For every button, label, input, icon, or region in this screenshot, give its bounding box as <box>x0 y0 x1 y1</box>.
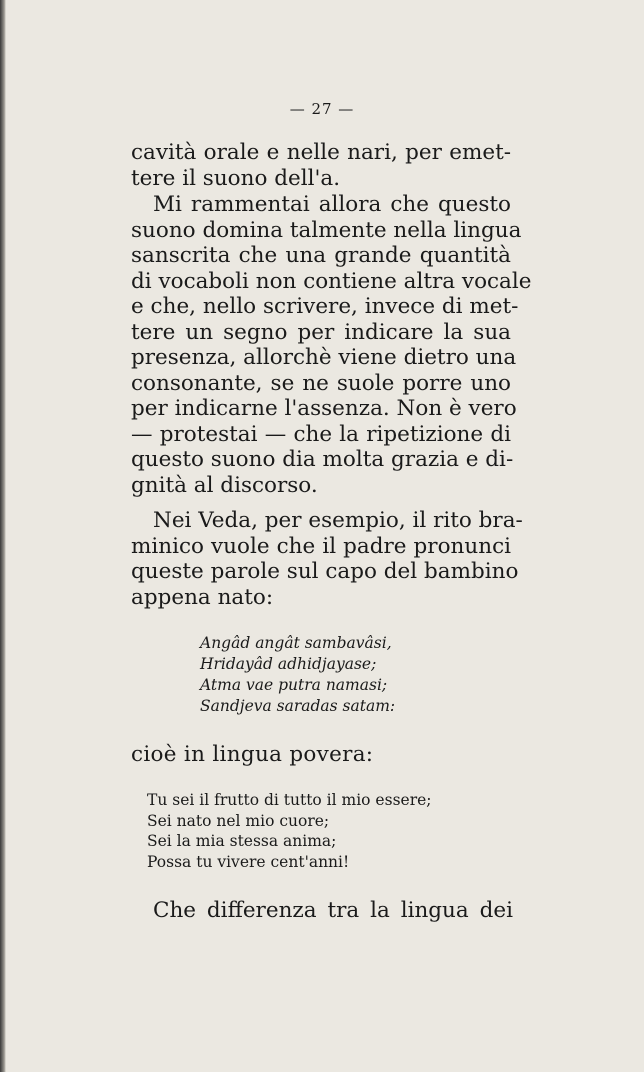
text-line: tere il suono dell'a. <box>131 165 341 191</box>
final-text-line: Che differenza tra la lingua dei <box>153 898 513 923</box>
text-line: minico vuole che il padre pronunci <box>131 533 511 559</box>
text-line: cavità orale e nelle nari, per emet- <box>131 140 511 165</box>
text-line: gnità al discorso. <box>131 472 318 498</box>
verse-line: Hridayâd adhidjayase; <box>200 655 377 673</box>
text-line: queste parole sul capo del bambino <box>131 559 519 584</box>
verse-line: Sei la mia stessa anima; <box>147 832 337 850</box>
italian-verse <box>147 790 507 872</box>
text-line: Nei Veda, per esempio, il rito bra- <box>153 508 523 533</box>
verse-line: Sandjeva saradas satam: <box>200 697 396 715</box>
text-line: e che, nello scrivere, invece di met- <box>131 294 519 319</box>
verse-line: Atma vae putra namasi; <box>200 676 388 694</box>
paragraph-3 <box>131 508 523 610</box>
text-line: — protestai — che la ripetizione di <box>131 421 511 447</box>
page-number: — 27 — <box>289 100 355 118</box>
paragraph-2 <box>131 192 532 498</box>
text-line: tere un segno per indicare la sua <box>131 319 511 345</box>
verse-line: Possa tu vivere cent'anni! <box>147 852 350 871</box>
text-line: per indicarne l'assenza. Non è vero <box>131 396 517 421</box>
text-line: sanscrita che una grande quantità <box>131 243 511 268</box>
verse-line: Angâd angât sambavâsi, <box>200 634 392 652</box>
text-line: questo suono dia molta grazia e di- <box>131 447 514 472</box>
paragraph-1 <box>131 140 511 191</box>
text-line: appena nato: <box>131 584 274 610</box>
transition-line: cioè in lingua povera: <box>131 742 374 767</box>
sanskrit-verse <box>200 633 460 717</box>
verse-line: Tu sei il frutto di tutto il mio essere; <box>147 791 432 809</box>
text-line: di vocaboli non contiene altra vocale <box>131 268 532 294</box>
text-line: Mi rammentai allora che questo <box>153 192 511 217</box>
verse-line: Sei nato nel mio cuore; <box>147 811 330 830</box>
text-line: presenza, allorchè viene dietro una <box>131 345 517 370</box>
text-line: suono domina talmente nella lingua <box>131 217 522 243</box>
text-line: consonante, se ne suole porre uno <box>131 370 511 396</box>
